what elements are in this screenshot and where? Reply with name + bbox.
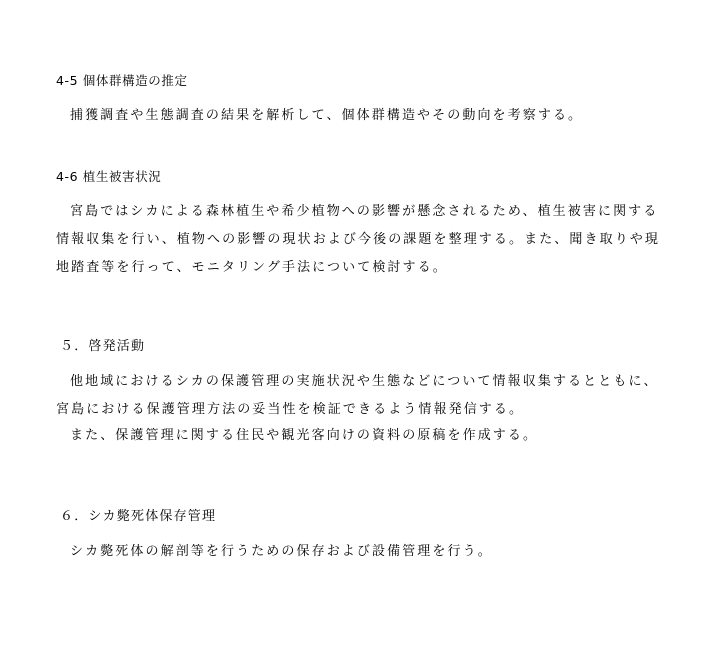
paragraph-4-6-line-2: 情報収集を行い、植物への影響の現状および今後の課題を整理する。また、聞き取りや現: [56, 232, 661, 247]
heading-5: ５．啓発活動: [60, 339, 146, 354]
heading-4-6: 4-6 植生被害状況: [56, 169, 162, 184]
paragraph-4-6-line-3: 地踏査等を行って、モニタリング手法について検討する。: [56, 260, 448, 275]
heading-4-5: 4-5 個体群構造の推定: [56, 73, 188, 88]
paragraph-5-line-1: 他地域におけるシカの保護管理の実施状況や生態などについて情報収集するとともに、: [70, 374, 659, 389]
paragraph-5-line-3: また、保護管理に関する住民や観光客向けの資料の原稿を作成する。: [70, 428, 539, 443]
paragraph-6-line-1: シカ斃死体の解剖等を行うための保存および設備管理を行う。: [70, 544, 493, 559]
heading-6: ６．シカ斃死体保存管理: [60, 509, 217, 524]
paragraph-5-line-2: 宮島における保護管理方法の妥当性を検証できるよう情報発信する。: [56, 402, 525, 417]
paragraph-4-5-line-1: 捕獲調査や生態調査の結果を解析して、個体群構造やその動向を考察する。: [70, 108, 584, 123]
paragraph-4-6-line-1: 宮島ではシカによる森林植生や希少植物への影響が懸念されるため、植生被害に関する: [70, 204, 659, 219]
